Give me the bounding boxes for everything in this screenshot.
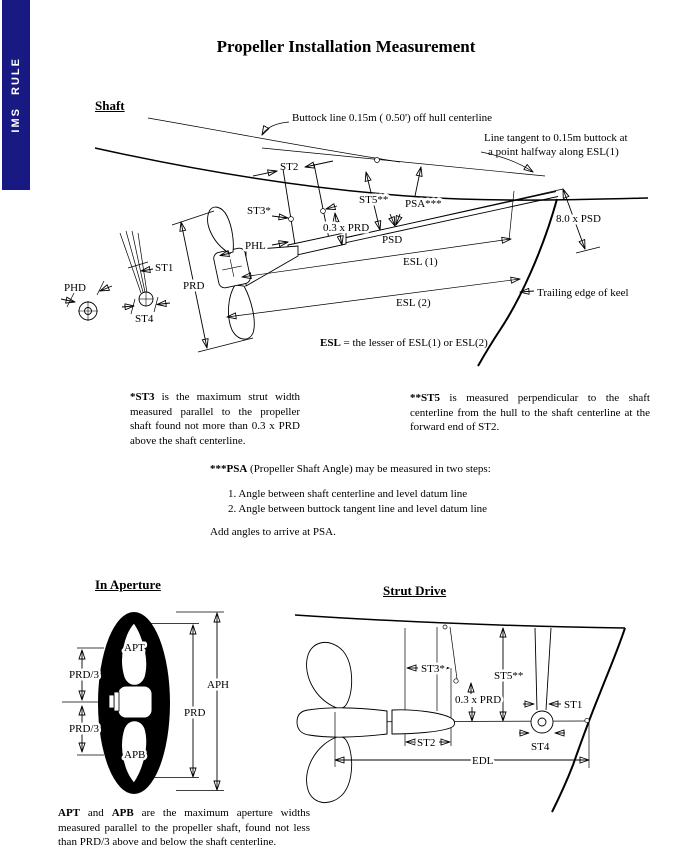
esl-equation: ESL = the lesser of ESL(1) or ESL(2): [320, 337, 488, 349]
sidebar-label: IMS RULE: [10, 57, 22, 133]
shaft-diagram: [0, 110, 692, 390]
upper-blade-lobe: [307, 642, 352, 708]
hull-bottom-line: [295, 615, 625, 628]
keel-trailing-edge-curve: [478, 199, 557, 366]
hull-point-marker: [443, 625, 447, 629]
prd-label: PRD: [184, 707, 206, 719]
strut-dimensions: [335, 628, 589, 768]
psa-intro: ***PSA (Propeller Shaft Angle) may be measured in two steps:: [210, 463, 491, 475]
folded-prop-end-view: [61, 231, 173, 325]
keel-label: Trailing edge of keel: [537, 287, 629, 299]
prop-body-aft: [392, 710, 455, 734]
aperture-diagram: [40, 600, 240, 805]
buttock-line: [148, 118, 400, 162]
psa-steps: [228, 487, 540, 517]
phl-label: PHL: [245, 240, 266, 252]
note-st5: **ST5 is measured perpendicular to the shaft centerline from the hull to the shaft centerline at the forward end of ST2.: [410, 392, 650, 433]
hull-exit-tick: [509, 191, 514, 240]
psd8-label: 8.0 x PSD: [556, 213, 601, 225]
strut-leading-edge: [283, 169, 296, 251]
note-psa: [210, 463, 540, 539]
hub-flange-outer: [109, 695, 114, 708]
st5-label: ST5**: [359, 194, 389, 206]
page-title: Propeller Installation Measurement: [216, 37, 476, 56]
prd03-label: 0.3 x PRD: [455, 694, 502, 706]
shaft-cone: [246, 246, 298, 286]
esl2-label: ESL (2): [396, 297, 431, 309]
apt-label: APT: [124, 642, 145, 654]
psa-footer: Add angles to arrive at PSA.: [210, 526, 336, 538]
aph-label: APH: [207, 679, 230, 691]
st5-label: ST5**: [494, 670, 524, 682]
st3-label: ST3*: [247, 205, 271, 217]
esl1-label: ESL (1): [403, 256, 438, 268]
saildrive-leg: [531, 628, 553, 733]
leg-right-edge: [546, 628, 551, 710]
lower-blade-lobe: [307, 736, 352, 802]
shaft-heading: Shaft: [95, 98, 125, 113]
aperture-heading: In Aperture: [95, 577, 161, 592]
strut-heading: Strut Drive: [383, 583, 447, 598]
hub-flange: [114, 692, 119, 711]
centerline-keel-marker: [585, 718, 589, 722]
propeller-hub: [213, 247, 252, 289]
st1-label: ST1: [564, 699, 583, 711]
prd3-top-label: PRD/3: [69, 669, 99, 681]
aperture-drawing: [62, 612, 170, 794]
propeller-lower-blade: [228, 285, 254, 339]
hub: [118, 686, 152, 718]
callout-labels: [262, 112, 628, 172]
prop-body-fore: [297, 708, 387, 737]
propeller-side-view: [208, 207, 298, 339]
buttock-callout: Buttock line 0.15m ( 0.50') off hull centerline: [292, 112, 493, 124]
propeller-upper-blade: [208, 207, 234, 253]
prd3-bottom-label: PRD/3: [69, 723, 99, 735]
st3-label: ST3*: [421, 663, 445, 675]
st3-point-marker: [454, 679, 458, 683]
note-st3: *ST3 is the maximum strut width measured parallel to the propeller shaft found not more than 0.3 x PRD above the shaft centerline.: [130, 391, 300, 447]
psa-label: PSA***: [405, 198, 442, 210]
psa-step-1: 1. Angle between shaft centerline and level datum line: [228, 488, 468, 500]
tangent-callout-line2: a point halfway along ESL(1): [488, 146, 619, 158]
psa-step-2: 2. Angle between buttock tangent line and level datum line: [228, 503, 488, 515]
edl-label: EDL: [472, 755, 494, 767]
leg-hub-circle: [531, 711, 553, 733]
st2-label: ST2: [280, 161, 299, 173]
psd-label: PSD: [382, 234, 403, 246]
st2-label: ST2: [417, 737, 436, 749]
prd-label: PRD: [183, 280, 205, 292]
tangent-callout-line1: Line tangent to 0.15m buttock at: [484, 132, 628, 144]
phd-label: PHD: [64, 282, 87, 294]
st4-label: ST4: [531, 741, 550, 753]
prd03-label: 0.3 x PRD: [323, 222, 370, 234]
strut-drive-diagram: [295, 600, 692, 830]
st4-label: ST4: [135, 313, 154, 325]
apb-label: APB: [124, 749, 146, 761]
tangency-point-marker: [375, 158, 380, 163]
st1-label: ST1: [155, 262, 174, 274]
aperture-caption: APT and APB are the maximum aperture widths measured parallel to the propeller shaft, found not less than PRD/3 above and below the shaft centerline.: [58, 807, 311, 848]
leg-left-edge: [535, 628, 537, 710]
